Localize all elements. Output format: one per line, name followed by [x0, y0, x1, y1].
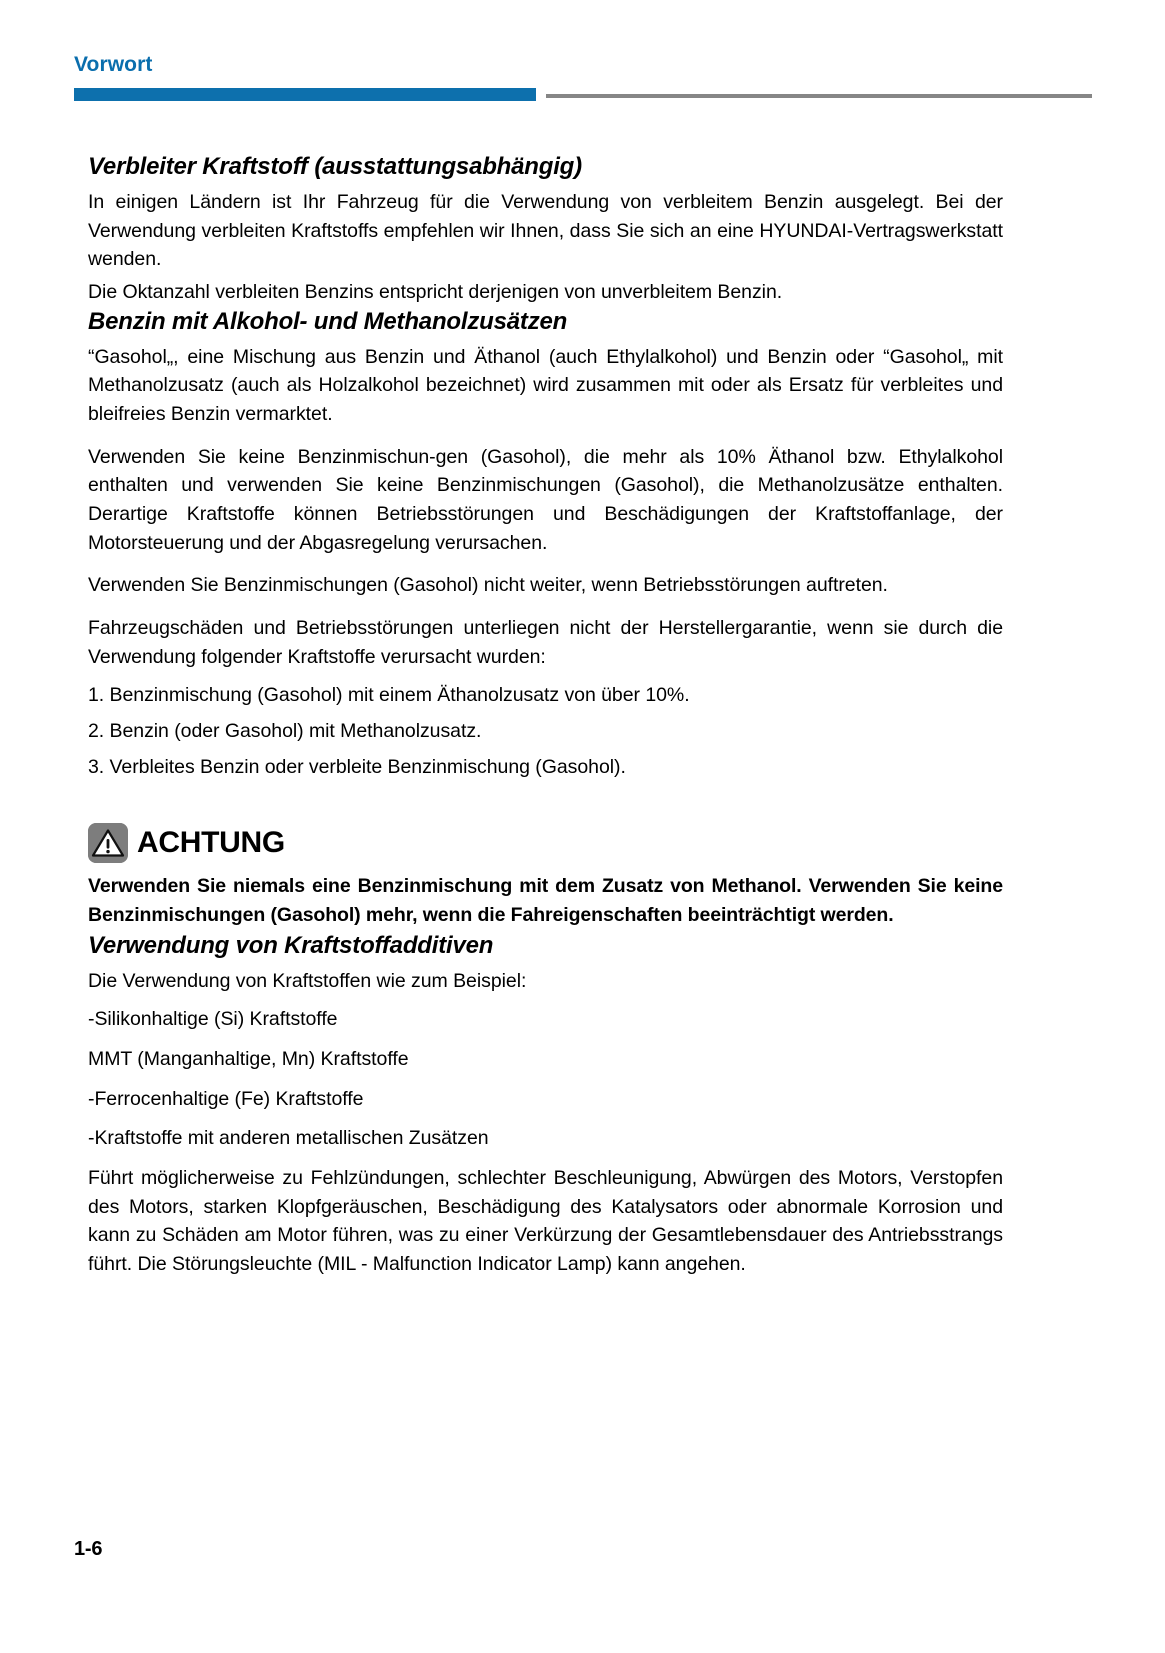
gasohol-paragraph-2: Verwenden Sie keine Benzinmischun-gen (Gasohol), die mehr als 10% Äthanol bzw. Ethylalkohol enthalten und verwenden Sie keine Benzinmischungen (Gasohol), die Methanolzusätze enthalten. Derartige Kraftstoffe können Betriebsstörungen und Beschädigungen der Kraftstoffanlage, der Motorsteuerung und der Abgasregelung verursachen. [88, 445, 1003, 554]
header-blue-rule [74, 88, 536, 101]
list-item: -Silikonhaltige (Si) Kraftstoffe [88, 1008, 338, 1031]
leaded-fuel-paragraph-2: Die Oktanzahl verbleiten Benzins entspricht derjenigen von unverbleitem Benzin. [88, 280, 783, 303]
additives-list [88, 1005, 1003, 1153]
footer-page-number: 1-6 [74, 1538, 103, 1560]
header-chapter-title: Vorwort [74, 53, 153, 76]
gasohol-paragraph-4: Fahrzeugschäden und Betriebsstörungen unterliegen nicht der Herstellergarantie, wenn sie durch die Verwendung folgender Kraftstoffe verursacht wurden: [88, 616, 1003, 668]
list-item: 3. Verbleites Benzin oder verbleite Benzinmischung (Gasohol). [88, 755, 626, 778]
list-item: 2. Benzin (oder Gasohol) mit Methanolzusatz. [88, 719, 482, 742]
list-item: 1. Benzinmischung (Gasohol) mit einem Äthanolzusatz von über 10%. [88, 684, 690, 707]
page-content [88, 152, 1003, 1279]
list-item: MMT (Manganhaltige, Mn) Kraftstoffe [88, 1047, 409, 1070]
section-heading-leaded-fuel: Verbleiter Kraftstoff (ausstattungsabhängig) [88, 153, 582, 180]
additives-closing-paragraph: Führt möglicherweise zu Fehlzündungen, schlechter Beschleunigung, Abwürgen des Motors, Verstopfen des Motors, starken Klopfgeräuschen, Beschädigung des Katalysators oder abnormale Korrosion und kann zu Schäden am Motor führen, was zu einer Verkürzung der Gesamtlebensdauer des Antriebsstrangs führt. Die Störungsleuchte (MIL - Malfunction Indicator Lamp) kann angehen. [88, 1166, 1003, 1275]
warning-block [88, 823, 1003, 931]
gasohol-paragraph-3: Verwenden Sie Benzinmischungen (Gasohol) nicht weiter, wenn Betriebsstörungen auftreten. [88, 574, 888, 597]
leaded-fuel-paragraph-1: In einigen Ländern ist Ihr Fahrzeug für die Verwendung von verbleitem Benzin ausgelegt. Bei der Verwendung verbleiten Kraftstoffs empfehlen wir Ihnen, dass Sie sich an eine HYUNDAI-Vertragswerkstatt wenden. [88, 191, 1003, 271]
warning-triangle-icon [88, 823, 128, 863]
gasohol-paragraph-1: “Gasohol„, eine Mischung aus Benzin und Äthanol (auch Ethylalkohol) und Benzin oder “Gasohol„ mit Methanolzusatz (auch als Holzalkohol bezeichnet) wird zusammen mit oder als Ersatz für verbleites und bleifreies Benzin vermarktet. [88, 345, 1003, 425]
warning-text: Verwenden Sie niemals eine Benzinmischung mit dem Zusatz von Methanol. Verwenden Sie keine Benzinmischungen (Gasohol) mehr, wenn die Fahreigenschaften beeinträchtigt werden. [88, 875, 1003, 927]
warning-title: ACHTUNG [137, 826, 285, 860]
gasohol-numbered-list [88, 681, 1003, 781]
additives-intro: Die Verwendung von Kraftstoffen wie zum Beispiel: [88, 969, 527, 992]
section-heading-additives: Verwendung von Kraftstoffadditiven [88, 931, 494, 959]
list-item: -Ferrocenhaltige (Fe) Kraftstoffe [88, 1087, 364, 1110]
header-gray-rule [546, 94, 1092, 98]
section-heading-gasohol: Benzin mit Alkohol- und Methanolzusätzen [88, 307, 568, 335]
warning-header [88, 823, 1003, 863]
list-item: -Kraftstoffe mit anderen metallischen Zusätzen [88, 1127, 489, 1150]
page-header [0, 0, 1165, 110]
